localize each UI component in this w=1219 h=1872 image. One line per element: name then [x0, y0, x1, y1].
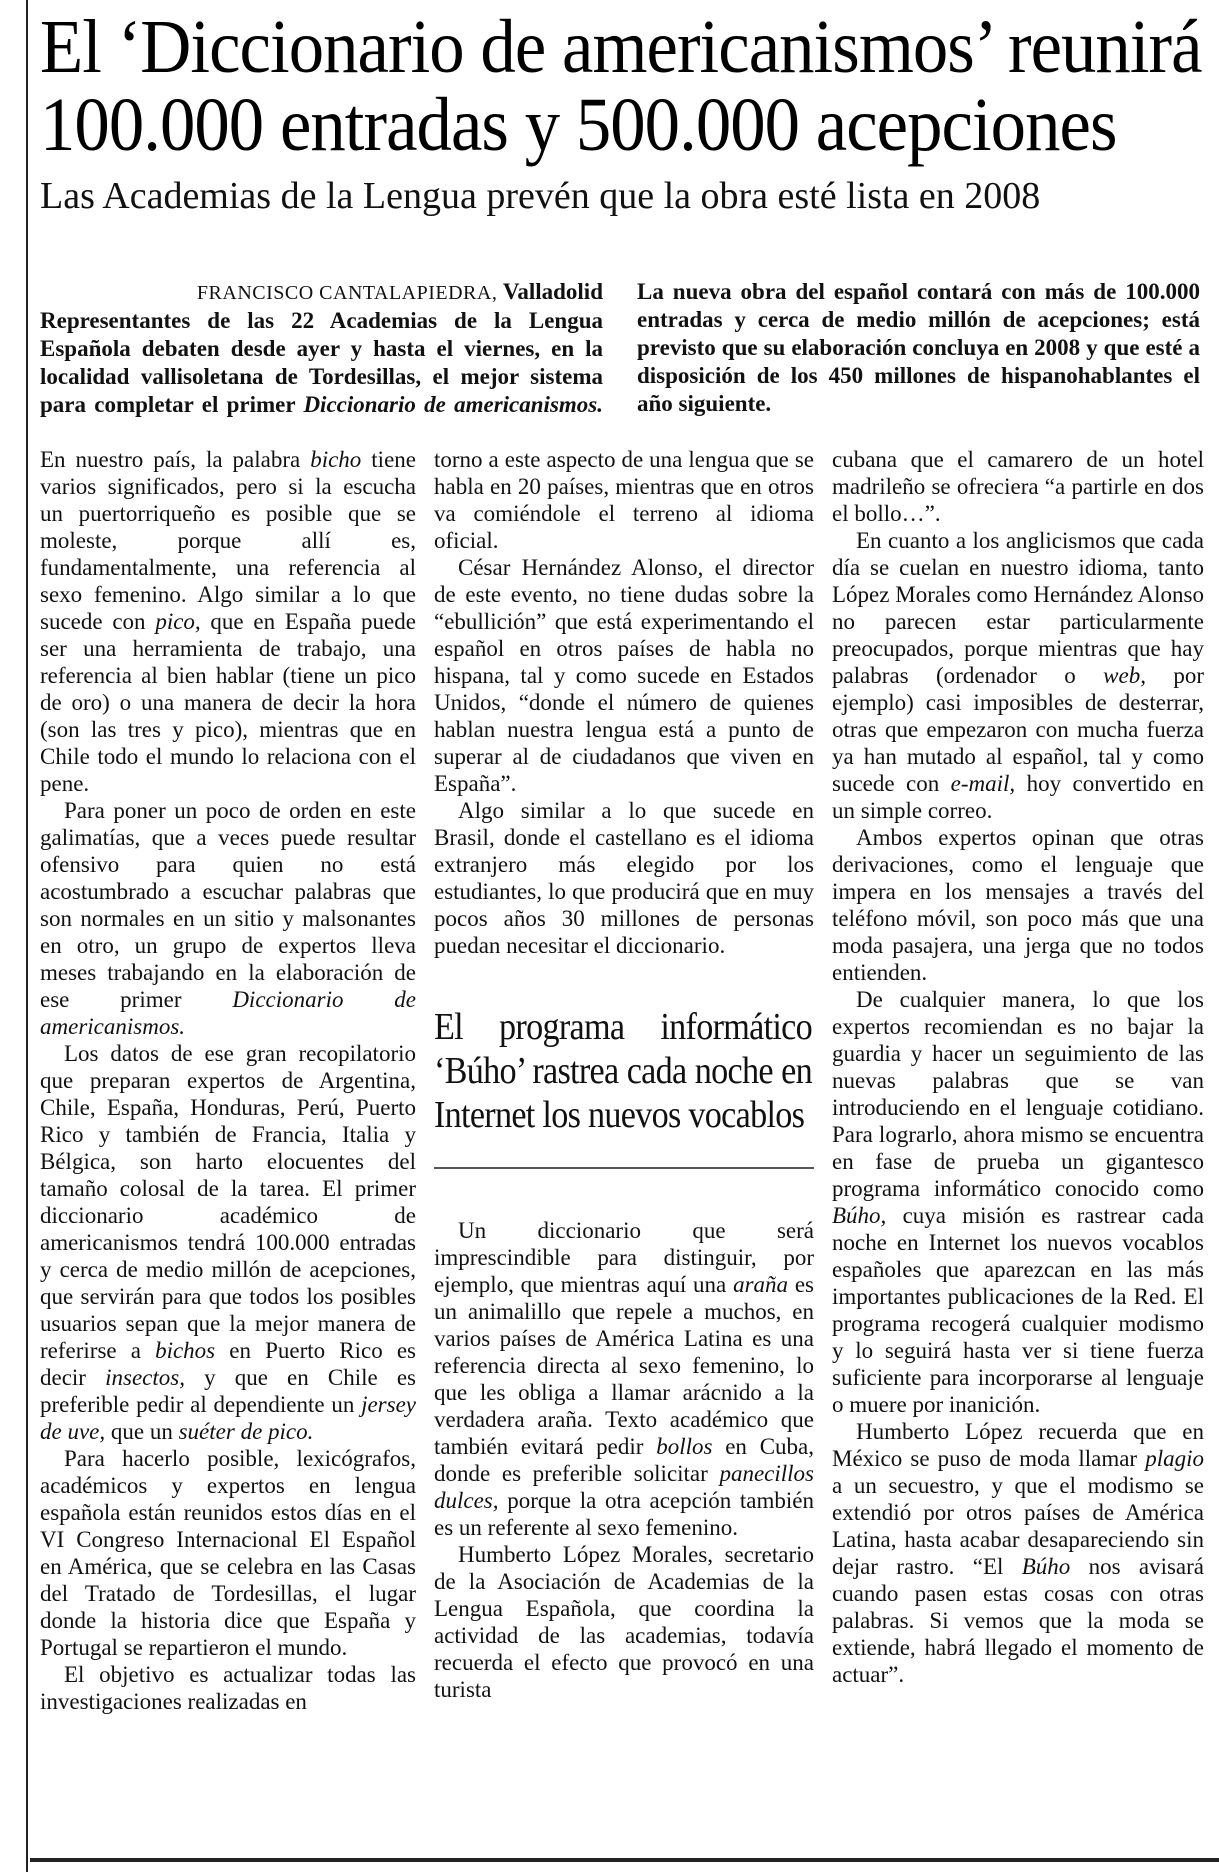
sidebar-headline: El programa informático ‘Búho’ rastrea cada noche en Internet los nuevos vocablos	[434, 1006, 812, 1136]
newspaper-article	[40, 5, 1205, 1714]
body-column-2	[434, 446, 814, 1703]
left-column-rule	[26, 0, 28, 1872]
paragraph: Humberto López Morales, secretario de la Asociación de Academias de la Lengua Española, que coordina la actividad de las academias, todavía recuerda el efecto que provocó en una turista	[434, 1542, 814, 1702]
sidebar-divider	[434, 1167, 814, 1169]
paragraph: Un diccionario que será imprescindible para distinguir, por ejemplo, que mientras aquí una araña es un animalillo que repele a muchos, en varios países de América Latina es una referencia directa al sexo femenino, lo que les obliga a llamar arácnido a la verdadera araña. Texto académico que también evitará pedir bollos en Cuba, donde es preferible solicitar panecillos dulces, porque la otra acepción también es un referente al sexo femenino.	[434, 1218, 814, 1540]
paragraph: César Hernández Alonso, el director de este evento, no tiene dudas sobre la “ebullición” que está experimentando el español en otros países de habla no hispana, tal y como sucede en Estados Unidos, “donde el número de quienes hablan nuestra lengua está a punto de superar al de ciudadanos que viven en España”.	[434, 555, 814, 796]
paragraph: En cuanto a los anglicismos que cada día se cuelan en nuestro idioma, tanto López Morales como Hernández Alonso no parecen estar particularmente preocupados, porque mientras que hay palabras (ordenador o web, por ejemplo) casi imposibles de desterrar, otras que empezaron con mucha fuerza ya han mutado al español, tal y como sucede con e-mail, hoy convertido en un simple correo.	[832, 528, 1204, 823]
paragraph: Humberto López recuerda que en México se puso de moda llamar plagio a un secuestro, y que el modismo se extendió por otros países de América Latina, hasta acabar desapareciendo sin dejar rastro. “El Búho nos avisará cuando pasen estas cosas con otras palabras. Si vemos que la moda se extiende, habrá llegado el momento de actuar”.	[832, 1419, 1205, 1687]
subheadline: Las Academias de la Lengua prevén que la obra esté lista en 2008	[40, 175, 1041, 217]
paragraph: De cualquier manera, lo que los expertos recomiendan es no bajar la guardia y hacer un seguimiento de las nuevas palabras que se van introduciendo en el lenguaje cotidiano. Para lograrlo, ahora mismo se encuentra en fase de prueba un gigantesco programa informático conocido como Búho, cuya misión es rastrear cada noche en Internet los nuevos vocablos españoles que aparezcan en las más importantes publicaciones de la Red. El programa recogerá cualquier modismo y lo seguirá hasta ver si tiene fuerza suficiente para incorporarse al lenguaje o muere por inanición.	[832, 987, 1204, 1417]
paragraph: El objetivo es actualizar todas las investigaciones realizadas en	[40, 1662, 416, 1714]
paragraph: Ambos expertos opinan que otras derivaciones, como el lenguaje que impera en los mensajes a través del teléfono móvil, son poco más que una moda pasajera, una jerga que no todos entienden.	[832, 825, 1204, 985]
byline-place: Valladolid	[502, 279, 603, 304]
paragraph: torno a este aspecto de una lengua que se habla en 20 países, mientras que en otros va comiéndole el terreno al idioma oficial.	[434, 447, 814, 553]
headline: El ‘Diccionario de americanismos’ reunirá 100.000 entradas y 500.000 acepciones	[40, 5, 1202, 167]
lead-text: Representantes de las 22 Academias de la Lengua Española debaten desde ayer y hasta el viernes, en la localidad vallisoletana de Tordesillas, el mejor sistema para completar el primer Diccionario de americanismos. La nueva obra del español contará con más de 100.000 entradas y cerca de medio millón de acepciones; está previsto que su elaboración concluya en 2008 y que esté a disposición de los 450 millones de hispanohablantes el año siguiente.	[40, 279, 1200, 417]
body-column-3	[832, 446, 1204, 1688]
byline	[40, 278, 603, 307]
body-column-1	[40, 446, 416, 1715]
paragraph: Para hacerlo posible, lexicógrafos, académicos y expertos en lengua española están reunidos estos días en el VI Congreso Internacional El Español en América, que se celebra en las Casas del Tratado de Tordesillas, el lugar donde la historia dice que España y Portugal se repartieron el mundo.	[40, 1446, 416, 1660]
paragraph: Algo similar a lo que sucede en Brasil, donde el castellano es el idioma extranjero más elegido por los estudiantes, lo que producirá que en muy pocos años 30 millones de personas puedan necesitar el diccionario.	[434, 798, 814, 958]
lead-paragraph	[40, 278, 1200, 419]
byline-author: FRANCISCO CANTALAPIEDRA,	[196, 282, 498, 304]
paragraph: Los datos de ese gran recopilatorio que preparan expertos de Argentina, Chile, España, Honduras, Perú, Puerto Rico y también de Francia, Italia y Bélgica, son harto elocuentes del tamaño colosal de la tarea. El primer diccionario académico de americanismos tendrá 100.000 entradas y cerca de medio millón de acepciones, que servirán para que todos los posibles usuarios sepan que la mejor manera de referirse a bichos en Puerto Rico es decir insectos, y que en Chile es preferible pedir al dependiente un jersey de uve, que un suéter de pico.	[40, 1041, 417, 1444]
paragraph: cubana que el camarero de un hotel madrileño se ofreciera “a partirle en dos el bollo…”.	[832, 447, 1204, 526]
paragraph: En nuestro país, la palabra bicho tiene varios significados, pero si la escucha un puertorriqueño es posible que se moleste, porque allí es, fundamentalmente, una referencia al sexo femenino. Algo similar a lo que sucede con pico, que en España puede ser una herramienta de trabajo, una referencia al bien hablar (tiene un pico de oro) o una manera de decir la hora (son las tres y pico), mientras que en Chile todo el mundo lo relaciona con el pene.	[40, 447, 416, 796]
bottom-rule	[30, 1858, 1219, 1862]
paragraph: Para poner un poco de orden en este galimatías, que a veces puede resultar ofensivo para quien no está acostumbrado a escuchar palabras que son normales en un sitio y malsonantes en otro, un grupo de expertos lleva meses trabajando en la elaboración de ese primer Diccionario de americanismos.	[40, 798, 416, 1039]
